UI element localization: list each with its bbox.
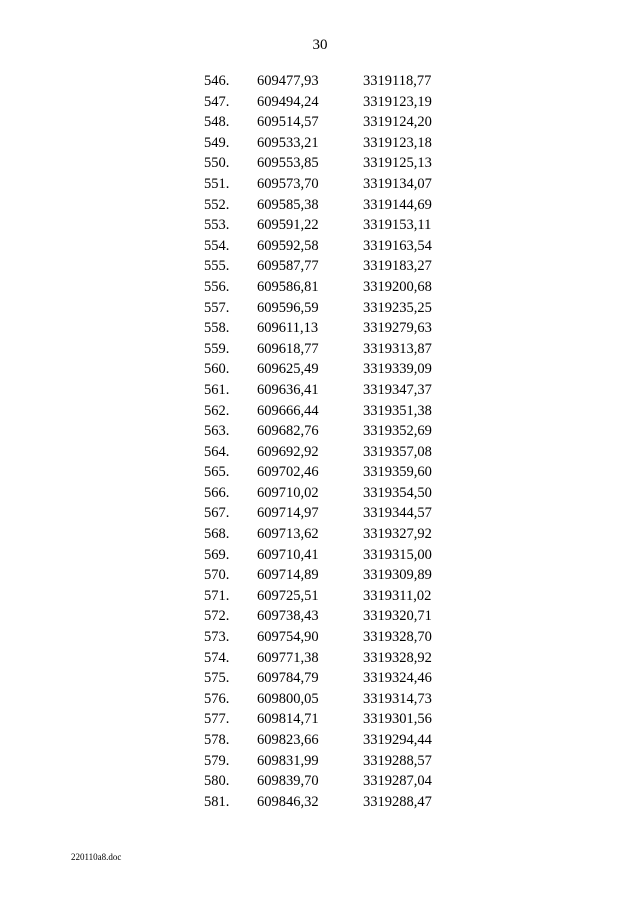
x-coordinate: 609714,97 — [257, 505, 319, 522]
point-number: 577. — [204, 711, 230, 728]
point-number: 560. — [204, 361, 230, 378]
table-row — [204, 236, 453, 257]
footer-filename: 220110a8.doc — [71, 852, 122, 862]
table-row — [204, 174, 453, 195]
x-coordinate: 609592,58 — [257, 237, 319, 254]
y-coordinate: 3319328,70 — [363, 629, 432, 646]
x-coordinate: 609800,05 — [257, 690, 319, 707]
table-row — [204, 153, 453, 174]
table-row — [204, 565, 453, 586]
x-coordinate: 609714,89 — [257, 567, 319, 584]
y-coordinate: 3319314,73 — [363, 690, 432, 707]
point-number: 546. — [204, 73, 230, 89]
y-coordinate: 3319153,11 — [363, 217, 432, 234]
point-number: 559. — [204, 340, 230, 357]
table-row — [204, 359, 453, 380]
table-row — [204, 195, 453, 216]
x-coordinate: 609611,13 — [257, 320, 319, 337]
x-coordinate: 609666,44 — [257, 402, 319, 419]
table-row — [204, 524, 453, 545]
x-coordinate: 609710,41 — [257, 546, 319, 563]
point-number: 565. — [204, 464, 230, 481]
y-coordinate: 3319294,44 — [363, 732, 432, 748]
table-row — [204, 668, 453, 689]
table-row — [204, 771, 453, 792]
x-coordinate: 609477,93 — [257, 73, 319, 89]
y-coordinate: 3319344,57 — [363, 505, 432, 522]
table-row — [204, 256, 453, 277]
x-coordinate: 609586,81 — [257, 278, 319, 295]
point-number: 573. — [204, 629, 230, 646]
y-coordinate: 3319200,68 — [363, 278, 432, 295]
x-coordinate: 609553,85 — [257, 155, 319, 172]
x-coordinate: 609725,51 — [257, 587, 319, 604]
y-coordinate: 3319311,02 — [363, 587, 432, 604]
table-row — [204, 606, 453, 627]
point-number: 572. — [204, 608, 230, 625]
point-number: 561. — [204, 381, 230, 398]
y-coordinate: 3319118,77 — [363, 73, 432, 89]
x-coordinate: 609823,66 — [257, 732, 319, 748]
y-coordinate: 3319313,87 — [363, 340, 432, 357]
y-coordinate: 3319134,07 — [363, 175, 432, 192]
y-coordinate: 3319163,54 — [363, 237, 432, 254]
table-row — [204, 709, 453, 730]
y-coordinate: 3319124,20 — [363, 114, 432, 131]
table-row — [204, 401, 453, 422]
y-coordinate: 3319288,47 — [363, 793, 432, 810]
point-number: 557. — [204, 299, 230, 316]
y-coordinate: 3319351,38 — [363, 402, 432, 419]
point-number: 547. — [204, 93, 230, 110]
x-coordinate: 609514,57 — [257, 114, 319, 131]
x-coordinate: 609591,22 — [257, 217, 319, 234]
coordinates-table — [204, 71, 453, 812]
point-number: 552. — [204, 196, 230, 213]
point-number: 574. — [204, 649, 230, 666]
x-coordinate: 609494,24 — [257, 93, 319, 110]
y-coordinate: 3319183,27 — [363, 258, 432, 275]
point-number: 568. — [204, 526, 230, 543]
x-coordinate: 609738,43 — [257, 608, 319, 625]
x-coordinate: 609682,76 — [257, 423, 319, 440]
y-coordinate: 3319320,71 — [363, 608, 432, 625]
y-coordinate: 3319123,19 — [363, 93, 432, 110]
point-number: 553. — [204, 217, 230, 234]
x-coordinate: 609573,70 — [257, 175, 319, 192]
coordinates-table-body — [204, 71, 453, 812]
point-number: 564. — [204, 443, 230, 460]
x-coordinate: 609713,62 — [257, 526, 319, 543]
table-row — [204, 545, 453, 566]
table-row — [204, 689, 453, 710]
point-number: 578. — [204, 732, 230, 748]
point-number: 581. — [204, 793, 230, 810]
point-number: 550. — [204, 155, 230, 172]
y-coordinate: 3319347,37 — [363, 381, 432, 398]
table-row — [204, 92, 453, 113]
point-number: 579. — [204, 752, 230, 769]
x-coordinate: 609710,02 — [257, 484, 319, 501]
y-coordinate: 3319287,04 — [363, 773, 432, 790]
y-coordinate: 3319288,57 — [363, 752, 432, 769]
y-coordinate: 3319352,69 — [363, 423, 432, 440]
point-number: 554. — [204, 237, 230, 254]
point-number: 558. — [204, 320, 230, 337]
x-coordinate: 609585,38 — [257, 196, 319, 213]
table-row — [204, 751, 453, 772]
point-number: 562. — [204, 402, 230, 419]
point-number: 569. — [204, 546, 230, 563]
point-number: 548. — [204, 114, 230, 131]
table-row — [204, 318, 453, 339]
y-coordinate: 3319125,13 — [363, 155, 432, 172]
y-coordinate: 3319123,18 — [363, 134, 432, 151]
table-row — [204, 339, 453, 360]
y-coordinate: 3319327,92 — [363, 526, 432, 543]
table-row — [204, 215, 453, 236]
y-coordinate: 3319324,46 — [363, 670, 432, 687]
y-coordinate: 3319309,89 — [363, 567, 432, 584]
y-coordinate: 3319328,92 — [363, 649, 432, 666]
table-row — [204, 380, 453, 401]
x-coordinate: 609839,70 — [257, 773, 319, 790]
x-coordinate: 609771,38 — [257, 649, 319, 666]
x-coordinate: 609636,41 — [257, 381, 319, 398]
x-coordinate: 609754,90 — [257, 629, 319, 646]
table-row — [204, 462, 453, 483]
table-row — [204, 730, 453, 751]
x-coordinate: 609587,77 — [257, 258, 319, 275]
point-number: 580. — [204, 773, 230, 790]
point-number: 551. — [204, 175, 230, 192]
point-number: 556. — [204, 278, 230, 295]
y-coordinate: 3319315,00 — [363, 546, 432, 563]
x-coordinate: 609618,77 — [257, 340, 319, 357]
page-number: 30 — [312, 37, 328, 53]
y-coordinate: 3319339,09 — [363, 361, 432, 378]
table-row — [204, 112, 453, 133]
x-coordinate: 609846,32 — [257, 793, 319, 810]
y-coordinate: 3319279,63 — [363, 320, 432, 337]
point-number: 576. — [204, 690, 230, 707]
point-number: 563. — [204, 423, 230, 440]
table-row — [204, 483, 453, 504]
table-row — [204, 277, 453, 298]
x-coordinate: 609814,71 — [257, 711, 319, 728]
x-coordinate: 609702,46 — [257, 464, 319, 481]
y-coordinate: 3319359,60 — [363, 464, 432, 481]
table-row — [204, 586, 453, 607]
table-row — [204, 298, 453, 319]
y-coordinate: 3319354,50 — [363, 484, 432, 501]
table-row — [204, 503, 453, 524]
point-number: 549. — [204, 134, 230, 151]
point-number: 575. — [204, 670, 230, 687]
table-row — [204, 71, 453, 92]
x-coordinate: 609596,59 — [257, 299, 319, 316]
point-number: 571. — [204, 587, 230, 604]
y-coordinate: 3319301,56 — [363, 711, 432, 728]
table-row — [204, 133, 453, 154]
x-coordinate: 609784,79 — [257, 670, 319, 687]
table-row — [204, 648, 453, 669]
y-coordinate: 3319235,25 — [363, 299, 432, 316]
y-coordinate: 3319357,08 — [363, 443, 432, 460]
table-row — [204, 442, 453, 463]
y-coordinate: 3319144,69 — [363, 196, 432, 213]
table-row — [204, 421, 453, 442]
x-coordinate: 609533,21 — [257, 134, 319, 151]
x-coordinate: 609625,49 — [257, 361, 319, 378]
x-coordinate: 609692,92 — [257, 443, 319, 460]
table-row — [204, 627, 453, 648]
x-coordinate: 609831,99 — [257, 752, 319, 769]
point-number: 566. — [204, 484, 230, 501]
point-number: 570. — [204, 567, 230, 584]
table-row — [204, 792, 453, 813]
point-number: 555. — [204, 258, 230, 275]
point-number: 567. — [204, 505, 230, 522]
